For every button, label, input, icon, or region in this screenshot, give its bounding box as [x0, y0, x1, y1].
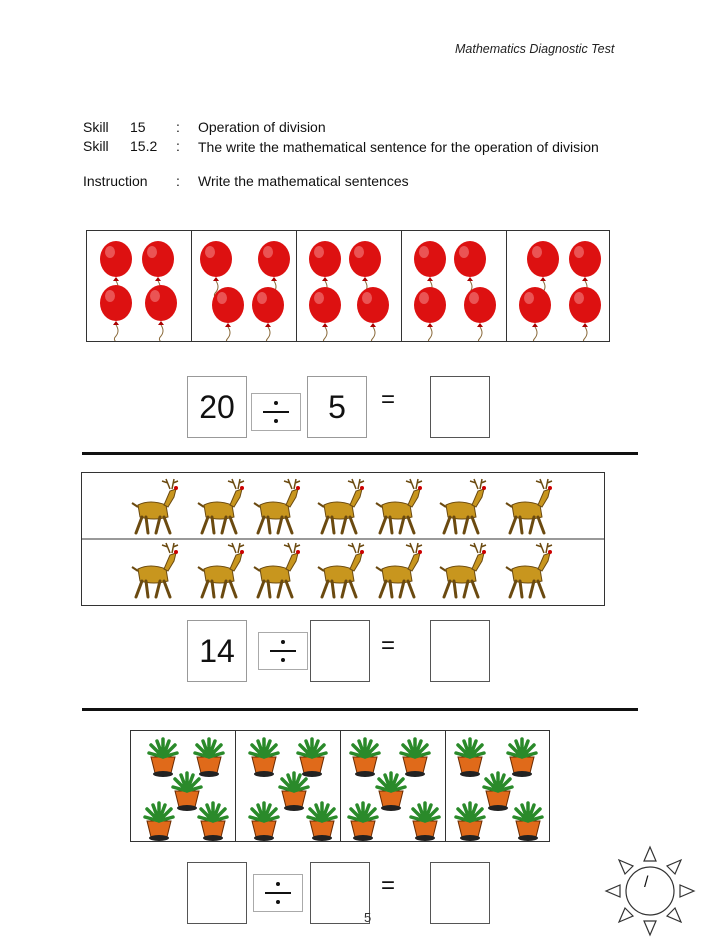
equals-sign: = [381, 872, 396, 899]
potted-plant-icon [341, 731, 445, 841]
instruction-text: Write the mathematical sentences [198, 173, 409, 189]
equals-sign: = [381, 632, 396, 659]
balloon-icon [507, 231, 611, 341]
equals-sign: = [381, 386, 396, 413]
instruction-label: Instruction [83, 173, 148, 189]
divisor-box[interactable] [310, 620, 370, 682]
divisor-box[interactable]: 5 [307, 376, 367, 438]
skill-text: The write the mathematical sentence for the operation of division [198, 139, 599, 155]
balloon-group [192, 231, 297, 341]
page-number: 5 [364, 910, 372, 925]
reindeer-icon [82, 473, 604, 605]
skill-code: 15.2 [130, 138, 158, 154]
division-sign-icon [261, 399, 291, 425]
plant-group [446, 731, 550, 841]
plant-group [341, 731, 446, 841]
score-mark: / [644, 874, 649, 891]
dividend-box[interactable] [187, 862, 247, 924]
skill-text: Operation of division [198, 119, 326, 135]
answer-box[interactable] [430, 862, 490, 924]
balloon-group [507, 231, 611, 341]
division-sign-icon [263, 880, 293, 906]
dividend-box[interactable]: 14 [187, 620, 247, 682]
division-sign-box [258, 632, 308, 670]
balloon-icon [402, 231, 506, 341]
division-sign-box [251, 393, 301, 431]
document-header-title: Mathematics Diagnostic Test [455, 42, 615, 56]
balloon-group [402, 231, 507, 341]
section-divider [82, 708, 638, 711]
division-sign-box [253, 874, 303, 912]
division-sign-icon [268, 638, 298, 664]
instruction-colon: : [176, 173, 180, 189]
sun-icon [602, 843, 698, 939]
reindeer-box [81, 472, 605, 606]
divisor-box[interactable] [310, 862, 370, 924]
skill-code: 15 [130, 119, 146, 135]
balloon-group [87, 231, 192, 341]
balloon-icon [297, 231, 401, 341]
balloon-group [297, 231, 402, 341]
skill-label: Skill [83, 119, 109, 135]
plant-groups-box [130, 730, 550, 842]
balloon-groups-box [86, 230, 610, 342]
potted-plant-icon [131, 731, 235, 841]
answer-box[interactable] [430, 376, 490, 438]
answer-box[interactable] [430, 620, 490, 682]
potted-plant-icon [446, 731, 550, 841]
potted-plant-icon [236, 731, 340, 841]
plant-group [131, 731, 236, 841]
skill-colon: : [176, 119, 180, 135]
balloon-icon [87, 231, 191, 341]
plant-group [236, 731, 341, 841]
skill-colon: : [176, 138, 180, 154]
section-divider [82, 452, 638, 455]
balloon-icon [192, 231, 296, 341]
skill-label: Skill [83, 138, 109, 154]
dividend-box[interactable]: 20 [187, 376, 247, 438]
